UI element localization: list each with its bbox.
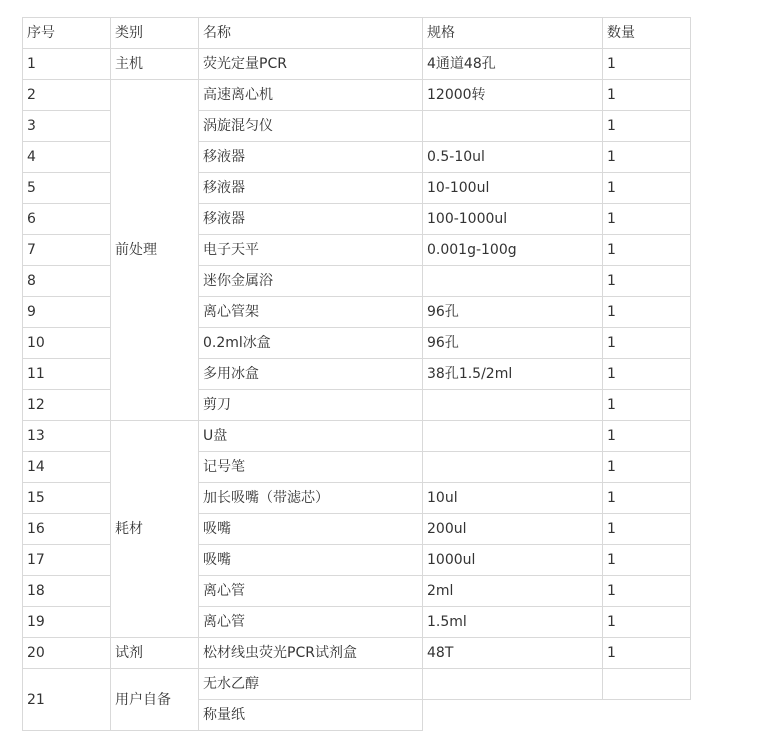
row-number: 17 [23, 545, 111, 576]
item-quantity: 1 [603, 49, 691, 80]
item-name: 移液器 [199, 173, 423, 204]
item-quantity: 1 [603, 80, 691, 111]
item-name: 涡旋混匀仪 [199, 111, 423, 142]
item-spec: 96孔 [423, 328, 603, 359]
item-name: 离心管 [199, 607, 423, 638]
item-quantity: 1 [603, 266, 691, 297]
item-quantity: 1 [603, 514, 691, 545]
row-number: 18 [23, 576, 111, 607]
table-row [23, 49, 691, 80]
item-name: 迷你金属浴 [199, 266, 423, 297]
item-quantity: 1 [603, 607, 691, 638]
item-spec: 100-1000ul [423, 204, 603, 235]
item-spec: 0.5-10ul [423, 142, 603, 173]
table-row [23, 669, 691, 700]
header-row [23, 18, 691, 49]
item-quantity: 1 [603, 483, 691, 514]
header-spec: 规格 [423, 18, 603, 49]
row-number: 1 [23, 49, 111, 80]
table-row [23, 80, 691, 111]
item-name: 吸嘴 [199, 545, 423, 576]
item-name: 荧光定量PCR [199, 49, 423, 80]
row-number: 10 [23, 328, 111, 359]
item-spec: 1000ul [423, 545, 603, 576]
row-number: 6 [23, 204, 111, 235]
row-number: 9 [23, 297, 111, 328]
row-number: 15 [23, 483, 111, 514]
category-cell-consumables: 耗材 [111, 421, 199, 638]
header-category: 类别 [111, 18, 199, 49]
header-name: 名称 [199, 18, 423, 49]
row-number: 14 [23, 452, 111, 483]
row-number: 12 [23, 390, 111, 421]
item-spec [423, 266, 603, 297]
item-spec: 10-100ul [423, 173, 603, 204]
item-spec: 96孔 [423, 297, 603, 328]
item-name: 离心管 [199, 576, 423, 607]
item-name: 无水乙醇 [199, 669, 423, 700]
item-name: 剪刀 [199, 390, 423, 421]
row-number: 20 [23, 638, 111, 669]
category-cell-host: 主机 [111, 49, 199, 80]
item-quantity: 1 [603, 111, 691, 142]
row-number: 5 [23, 173, 111, 204]
item-spec [423, 390, 603, 421]
item-spec [423, 669, 603, 700]
row-number: 11 [23, 359, 111, 390]
item-spec: 10ul [423, 483, 603, 514]
item-name: U盘 [199, 421, 423, 452]
table-row [23, 638, 691, 669]
item-spec [423, 421, 603, 452]
item-name: 多用冰盒 [199, 359, 423, 390]
category-cell-user-supplied: 用户自备 [111, 669, 199, 731]
item-quantity: 1 [603, 235, 691, 266]
row-number: 2 [23, 80, 111, 111]
item-quantity: 1 [603, 576, 691, 607]
row-number: 16 [23, 514, 111, 545]
item-name: 称量纸 [199, 700, 423, 731]
item-quantity: 1 [603, 142, 691, 173]
row-number: 3 [23, 111, 111, 142]
row-number: 8 [23, 266, 111, 297]
item-quantity: 1 [603, 390, 691, 421]
item-name: 移液器 [199, 142, 423, 173]
item-quantity: 1 [603, 204, 691, 235]
empty-cell [603, 700, 691, 731]
row-number: 21 [23, 669, 111, 731]
item-quantity: 1 [603, 173, 691, 204]
category-cell-reagent: 试剂 [111, 638, 199, 669]
equipment-table [22, 17, 691, 731]
item-spec [423, 452, 603, 483]
item-spec: 12000转 [423, 80, 603, 111]
category-cell-pretreatment: 前处理 [111, 80, 199, 421]
item-quantity: 1 [603, 638, 691, 669]
row-number: 4 [23, 142, 111, 173]
item-quantity: 1 [603, 421, 691, 452]
item-spec: 38孔1.5/2ml [423, 359, 603, 390]
item-name: 加长吸嘴（带滤芯） [199, 483, 423, 514]
item-spec: 48T [423, 638, 603, 669]
item-name: 移液器 [199, 204, 423, 235]
row-number: 7 [23, 235, 111, 266]
item-quantity: 1 [603, 297, 691, 328]
item-spec: 0.001g-100g [423, 235, 603, 266]
item-name: 电子天平 [199, 235, 423, 266]
item-spec: 4通道48孔 [423, 49, 603, 80]
row-number: 13 [23, 421, 111, 452]
item-name: 高速离心机 [199, 80, 423, 111]
item-spec: 2ml [423, 576, 603, 607]
item-spec [423, 111, 603, 142]
header-quantity: 数量 [603, 18, 691, 49]
empty-cell [423, 700, 603, 731]
item-name: 0.2ml冰盒 [199, 328, 423, 359]
item-spec: 1.5ml [423, 607, 603, 638]
item-name: 记号笔 [199, 452, 423, 483]
item-quantity: 1 [603, 545, 691, 576]
item-name: 吸嘴 [199, 514, 423, 545]
header-number: 序号 [23, 18, 111, 49]
item-quantity: 1 [603, 328, 691, 359]
item-spec: 200ul [423, 514, 603, 545]
row-number: 19 [23, 607, 111, 638]
item-quantity: 1 [603, 452, 691, 483]
table-row [23, 421, 691, 452]
item-name: 离心管架 [199, 297, 423, 328]
item-quantity: 1 [603, 359, 691, 390]
item-quantity [603, 669, 691, 700]
item-name: 松材线虫荧光PCR试剂盒 [199, 638, 423, 669]
